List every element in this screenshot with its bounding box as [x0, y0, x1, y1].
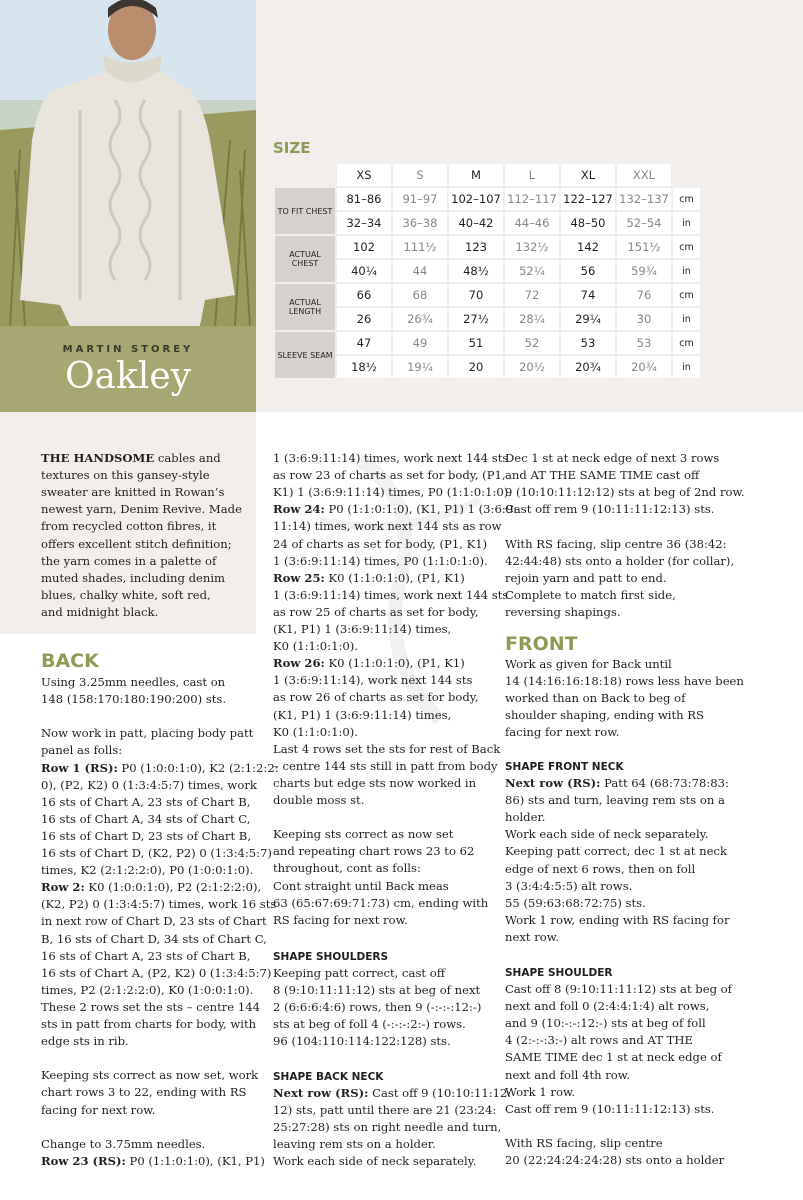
text-line: 25:27:28) sts on right needle and turn, [273, 1120, 502, 1135]
text-line: leaving rem sts on a holder. [273, 1137, 436, 1152]
size-cell: 81–86 [337, 188, 391, 210]
shape-shoulders-heading: SHAPE SHOULDERS [273, 951, 389, 963]
size-cell: 142 [561, 236, 615, 258]
size-cell: 59¾ [617, 260, 671, 282]
text-line: 14 (14:16:16:18:18) rows less have been [505, 674, 744, 689]
text-line: 1 (3:6:9:11:14) times, work next 144 sts [273, 451, 509, 465]
text-line: Work each side of neck separately. [273, 1154, 477, 1169]
size-cell: 27½ [449, 308, 503, 330]
size-cell: 102–107 [449, 188, 503, 210]
size-unit: in [673, 308, 700, 330]
text-line: 4 (2:-:-:3:-) alt rows and AT THE [505, 1033, 693, 1048]
size-cell: 122–127 [561, 188, 615, 210]
text-line: 3 (3:4:4:5:5) alt rows. [505, 878, 633, 893]
text-line: 63 (65:67:69:71:73) cm, ending with [273, 895, 489, 910]
size-cell: 123 [449, 236, 503, 258]
text-line: next row. [505, 929, 559, 944]
size-col: S [393, 164, 447, 186]
size-cell: 132½ [505, 236, 559, 258]
text-line: shoulder shaping, ending with RS [505, 708, 704, 723]
size-cell: 66 [337, 284, 391, 306]
text-line: reversing shapings. [505, 604, 621, 619]
size-cell: 112–117 [505, 188, 559, 210]
text-line: Work 1 row. [505, 1084, 576, 1099]
size-unit: cm [673, 236, 700, 258]
text-line: Row 23 (RS): P0 (1:1:0:1:0), (K1, P1) [41, 1153, 265, 1168]
shape-front-neck-heading: SHAPE FRONT NECK [505, 761, 624, 773]
size-cell: 44–46 [505, 212, 559, 234]
text-line: 11:14) times, work next 144 sts as row [273, 519, 502, 534]
text-line: as row 26 of charts as set for body, [273, 690, 479, 705]
size-cell: 51 [449, 332, 503, 354]
text-line: 9 (10:10:11:12:12) sts at beg of 2nd row. [505, 485, 745, 500]
text-line: and 9 (10:-:-:12:-) sts at beg of foll [505, 1016, 706, 1031]
text-line: facing for next row. [41, 1102, 156, 1117]
designer-name: MARTIN STOREY [62, 344, 194, 355]
size-cell: 28¼ [505, 308, 559, 330]
text-line: Cast off 8 (9:10:11:11:12) sts at beg of [505, 982, 732, 996]
size-cell: 70 [449, 284, 503, 306]
text-line: textures on this gansey-style [41, 468, 210, 483]
text-line: Work each side of neck separately. [505, 827, 709, 842]
size-cell: 26¾ [393, 308, 447, 330]
intro-lead: THE HANDSOME [41, 451, 155, 465]
text-line: Cont straight until Back meas [273, 878, 449, 893]
text-line: worked than on Back to beg of [505, 691, 686, 706]
size-unit: cm [673, 332, 700, 354]
text-line: double moss st. [273, 793, 365, 807]
text-line: in next row of Chart D, 23 sts of Chart [41, 914, 267, 929]
size-cell: 111½ [393, 236, 447, 258]
sweater-model-illustration [0, 0, 256, 326]
text-line: sts at beg of foll 4 (-:-:-:2:-) rows. [273, 1017, 466, 1032]
text-line: offers excellent stitch definition; [41, 536, 232, 551]
shape-back-neck-heading: SHAPE BACK NECK [273, 1071, 384, 1083]
text-line: K0 (1:1:0:1:0). [273, 639, 358, 654]
text-line: 12) sts, patt until there are 21 (23:24: [273, 1103, 497, 1118]
size-cell: 102 [337, 236, 391, 258]
text-line: 1 (3:6:9:11:14) times, work next 144 sts [273, 587, 509, 602]
text-line: Keeping patt correct, cast off [273, 966, 445, 980]
text-line: With RS facing, slip centre [505, 1135, 663, 1150]
text-line: B, 16 sts of Chart D, 34 sts of Chart C, [41, 931, 267, 946]
size-cell: 48½ [449, 260, 503, 282]
text-line: 42:44:48) sts onto a holder (for collar), [505, 553, 735, 568]
text-line: Next row (RS): Cast off 9 (10:10:11:12: [273, 1086, 512, 1100]
text-line: Using 3.25mm needles, cast on [41, 675, 226, 689]
text-line: chart rows 3 to 22, ending with RS [41, 1085, 247, 1100]
text-line: newest yarn, Denim Revive. Made [41, 502, 242, 517]
size-col: XXL [617, 164, 671, 186]
size-cell: 52 [505, 332, 559, 354]
text-line: (K1, P1) 1 (3:6:9:11:14) times, [273, 622, 452, 636]
size-row-label: ACTUAL CHEST [275, 236, 335, 282]
text-line: Work as given for Back until [505, 657, 672, 671]
text-line: 0), (P2, K2) 0 (1:3:4:5:7) times, work [41, 777, 257, 792]
text-line: times, K2 (2:1:2:2:0), P0 (1:0:0:1:0). [41, 863, 254, 878]
size-cell: 72 [505, 284, 559, 306]
text-line: 16 sts of Chart A, 23 sts of Chart B, [41, 948, 251, 963]
text-line: and repeating chart rows 23 to 62 [273, 844, 475, 859]
size-heading: SIZE [273, 139, 311, 157]
text-line: 16 sts of Chart D, (K2, P2) 0 (1:3:4:5:7) [41, 846, 272, 860]
text-line: and AT THE SAME TIME cast off [505, 468, 700, 483]
size-unit: cm [673, 284, 700, 306]
text-line: Row 2: K0 (1:0:0:1:0), P2 (2:1:2:2:0), [41, 880, 262, 895]
text-line: K1) 1 (3:6:9:11:14) times, P0 (1:1:0:1:0). [273, 485, 512, 500]
text-line: edge sts in rib. [41, 1034, 129, 1049]
size-cell: 40–42 [449, 212, 503, 234]
text-line: times, P2 (2:1:2:2:0), K0 (1:0:0:1:0). [41, 982, 254, 997]
text-line: next and foll 0 (2:4:4:1:4) alt rows, [505, 999, 710, 1014]
text-line: – centre 144 sts still in patt from body [273, 758, 498, 773]
text-line: 1 (3:6:9:11:14) times, P0 (1:1:0:1:0). [273, 553, 488, 568]
text-line: Dec 1 st at neck edge of next 3 rows [505, 451, 720, 465]
text-line: charts but edge sts now worked in [273, 775, 477, 790]
front-heading: FRONT [505, 633, 578, 655]
text-line: throughout, cont as folls: [273, 861, 421, 876]
size-cell: 20¾ [617, 356, 671, 378]
text-line: 16 sts of Chart A, 34 sts of Chart C, [41, 811, 251, 826]
size-unit: in [673, 356, 700, 378]
text-line: Row 26: K0 (1:1:0:1:0), (P1, K1) [273, 656, 465, 671]
text-line: 20 (22:24:24:24:28) sts onto a holder [505, 1153, 725, 1167]
text-line: With RS facing, slip centre 36 (38:42: [505, 536, 727, 551]
text-line: 16 sts of Chart A, (P2, K2) 0 (1:3:4:5:7) [41, 965, 272, 980]
text-line: the yarn comes in a palette of [41, 553, 217, 568]
size-cell: 20¾ [561, 356, 615, 378]
size-cell: 36–38 [393, 212, 447, 234]
text-line: 2 (6:6:6:4:6) rows, then 9 (-:-:-:12:-) [273, 1000, 482, 1015]
size-cell: 40¼ [337, 260, 391, 282]
text-line: 148 (158:170:180:190:200) sts. [41, 692, 227, 707]
size-cell: 52¼ [505, 260, 559, 282]
size-unit: in [673, 212, 700, 234]
text-line: 16 sts of Chart D, 23 sts of Chart B, [41, 828, 252, 843]
text-line: Cast off rem 9 (10:11:11:12:13) sts. [505, 1101, 715, 1116]
text-line: Work 1 row, ending with RS facing for [505, 912, 730, 927]
size-cell: 32–34 [337, 212, 391, 234]
size-cell: 76 [617, 284, 671, 306]
size-cell: 30 [617, 308, 671, 330]
text-line: 16 sts of Chart A, 23 sts of Chart B, [41, 794, 251, 809]
size-cell: 53 [617, 332, 671, 354]
text-line: Last 4 rows set the sts for rest of Back [273, 741, 501, 756]
text-line: as row 23 of charts as set for body, (P1, [273, 468, 506, 483]
text-line: (K2, P2) 0 (1:3:4:5:7) times, work 16 sts [41, 897, 277, 912]
text-line: as row 25 of charts as set for body, [273, 604, 479, 619]
text-line: (K1, P1) 1 (3:6:9:11:14) times, [273, 707, 452, 722]
shape-shoulder-heading: SHAPE SHOULDER [505, 967, 613, 979]
text-line: sts in patt from charts for body, with [41, 1017, 257, 1031]
text-line: SAME TIME dec 1 st at neck edge of [505, 1050, 722, 1065]
text-line: Row 24: P0 (1:1:0:1:0), (K1, P1) 1 (3:6:9: [273, 502, 518, 517]
text-line: Keeping patt correct, dec 1 st at neck [505, 844, 727, 859]
text-line: Next row (RS): Patt 64 (68:73:78:83: [505, 776, 729, 790]
text-line: panel as folls: [41, 743, 123, 758]
size-col: M [449, 164, 503, 186]
size-cell: 52–54 [617, 212, 671, 234]
size-cell: 49 [393, 332, 447, 354]
text-line: 8 (9:10:11:11:12) sts at beg of next [273, 983, 481, 998]
back-heading: BACK [41, 650, 99, 672]
text-line: 24 of charts as set for body, (P1, K1) [273, 536, 488, 551]
text-line: RS facing for next row. [273, 912, 408, 927]
text-line: Now work in patt, placing body patt [41, 726, 254, 741]
pattern-name: Oakley [65, 356, 191, 397]
size-cell: 74 [561, 284, 615, 306]
text-line: Row 25: K0 (1:1:0:1:0), (P1, K1) [273, 570, 465, 585]
size-row-label: SLEEVE SEAM [275, 332, 335, 378]
size-col: L [505, 164, 559, 186]
size-cell: 91–97 [393, 188, 447, 210]
size-cell: 47 [337, 332, 391, 354]
size-row-label: ACTUAL LENGTH [275, 284, 335, 330]
size-cell: 151½ [617, 236, 671, 258]
text-line: sweater are knitted in Rowan’s [41, 485, 225, 500]
size-cell: 20 [449, 356, 503, 378]
text-line: Cast off rem 9 (10:11:11:12:13) sts. [505, 502, 715, 517]
size-table [273, 162, 702, 380]
size-cell: 19¼ [393, 356, 447, 378]
text-line: 96 (104:110:114:122:128) sts. [273, 1034, 451, 1049]
text-line: 55 (59:63:68:72:75) sts. [505, 895, 646, 910]
text-line: and midnight black. [41, 604, 159, 619]
size-cell: 48–50 [561, 212, 615, 234]
size-cell: 68 [393, 284, 447, 306]
size-unit: in [673, 260, 700, 282]
size-cell: 29¼ [561, 308, 615, 330]
size-cell: 20½ [505, 356, 559, 378]
size-cell: 44 [393, 260, 447, 282]
model-photo [0, 0, 256, 326]
size-unit: cm [673, 188, 700, 210]
size-col: XL [561, 164, 615, 186]
size-cell: 26 [337, 308, 391, 330]
text-line: blues, chalky white, soft red, [41, 587, 211, 602]
text-line: Row 1 (RS): P0 (1:0:0:1:0), K2 (2:1:2:2: [41, 760, 279, 775]
text-line: from recycled cotton fibres, it [41, 519, 217, 534]
size-cell: 53 [561, 332, 615, 354]
text-line: THE HANDSOME cables and [41, 451, 221, 465]
text-line: These 2 rows set the sts – centre 144 [41, 999, 260, 1014]
size-cell: 132–137 [617, 188, 671, 210]
text-line: rejoin yarn and patt to end. [505, 570, 667, 585]
text-line: Keeping sts correct as now set [273, 827, 454, 842]
size-row-label: TO FIT CHEST [275, 188, 335, 234]
text-line: muted shades, including denim [41, 570, 226, 585]
text-line: Keeping sts correct as now set, work [41, 1068, 259, 1083]
size-cell: 56 [561, 260, 615, 282]
text-line: edge of next 6 rows, then on foll [505, 861, 696, 876]
size-col: XS [337, 164, 391, 186]
text-line: K0 (1:1:0:1:0). [273, 724, 358, 739]
text-line: Change to 3.75mm needles. [41, 1136, 206, 1151]
text-line: 1 (3:6:9:11:14), work next 144 sts [273, 673, 473, 688]
text-line: 86) sts and turn, leaving rem sts on a [505, 793, 725, 808]
text-line: holder. [505, 810, 546, 825]
text-line: facing for next row. [505, 725, 620, 740]
size-cell: 18½ [337, 356, 391, 378]
text-line: Complete to match first side, [505, 587, 676, 602]
text-line: next and foll 4th row. [505, 1067, 631, 1082]
